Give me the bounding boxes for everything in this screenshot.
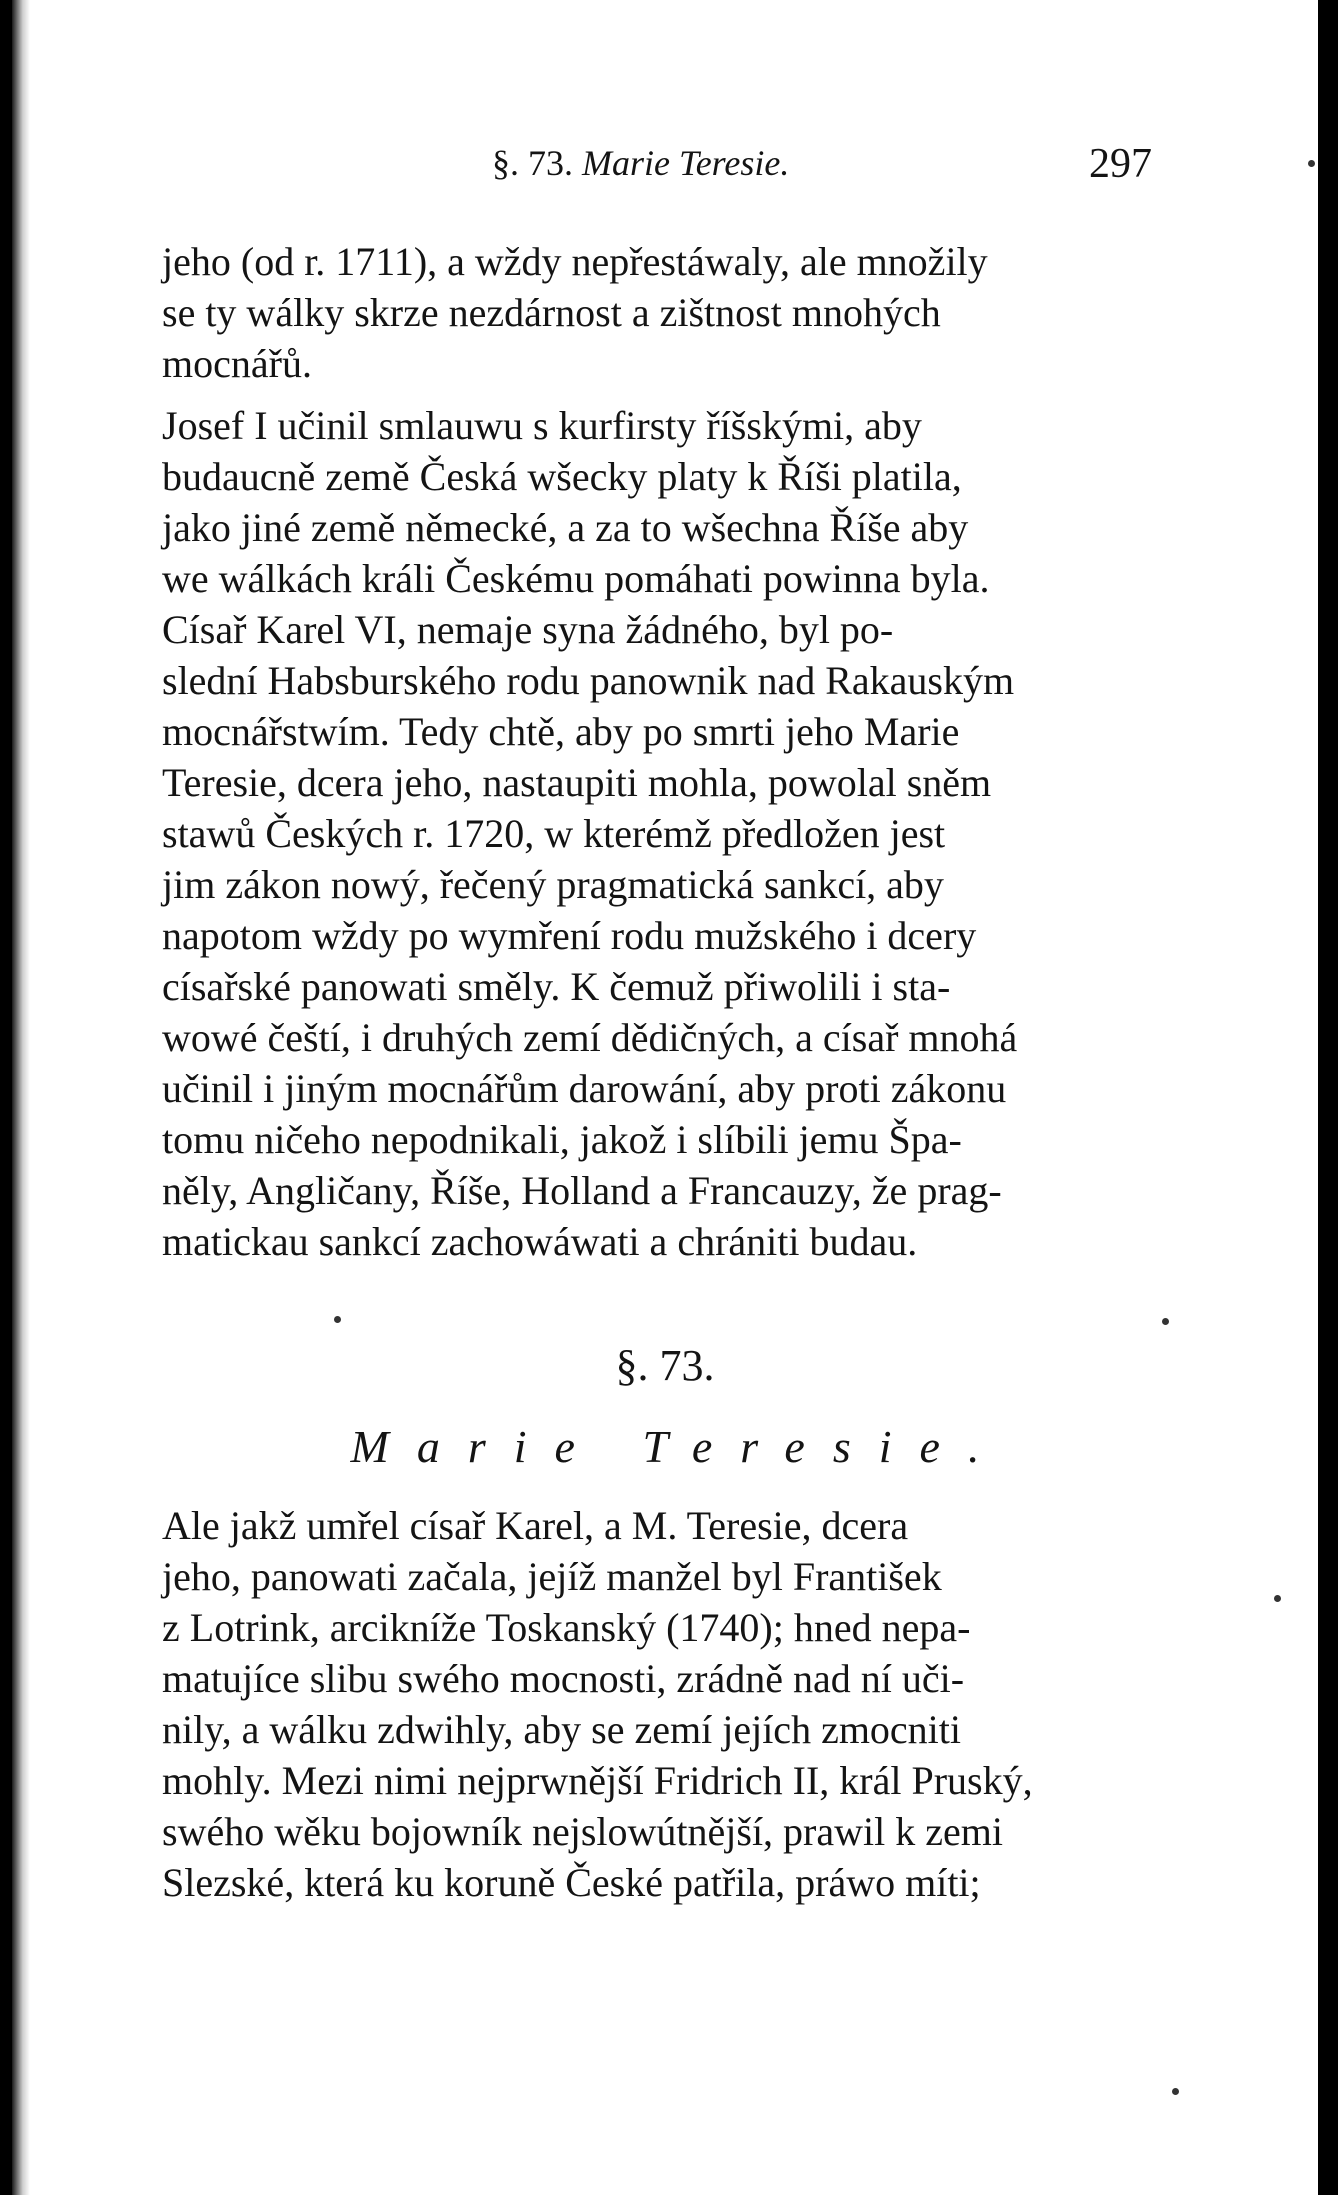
section-number: §. 73.	[615, 1341, 715, 1390]
ink-speck	[1162, 1318, 1169, 1325]
ink-speck	[334, 1316, 341, 1323]
paragraph-2: Josef I učinil smlauwu s kurfirsty říšskými, aby budaucně země Česká wšecky platy k Říši platila, jako jiné země německé, a za to wšechna Říše aby we wálkách králi Českému pomáhati powinna byla. Císař Karel VI, nemaje syna žádného, byl po- slední Habsburského rodu panownik nad Rakauským mocnářstwím. Tedy chtě, aby po smrti jeho Marie Teresie, dcera jeho, nastaupiti mohla, powolal sněm stawů Českých r. 1720, w kterémž předložen jest jim zákon nowý, řečený pragmatická sankcí, aby napotom wždy po wymření rodu mužského i dcery císařské panowati směly. K čemuž přiwolili i sta- wowé čeští, i druhých zemí dědičných, a císař mnohá učinil i jiným mocnářům darowání, aby proti zákonu tomu ničeho nepodnikali, jakož i slíbili jemu Špa- něly, Angličany, Říše, Holland a Francauzy, že prag- matickau sankcí zachowáwati a chrániti budau.	[162, 403, 1018, 1264]
running-title-text: Marie Teresie.	[582, 143, 790, 183]
running-head	[162, 142, 1152, 202]
book-page	[12, 0, 1318, 2195]
page-number: 297	[1089, 141, 1152, 187]
paragraph-3: Ale jakž umřel císař Karel, a M. Teresie, dcera jeho, panowati začala, jejíž manžel byl František z Lotrink, arcikníže Toskanský (1740); hned nepa- matujíce slibu swého mocnosti, zrádně nad ní uči- nily, a wálku zdwihly, aby se zemí jejích zmocniti mohly. Mezi nimi nejprwnější Fridrich II, král Pruský, swého wěku bojowník nejslowútnější, prawil k zemi Slezské, která ku koruně České patřila, práwo míti;	[162, 1503, 1033, 1905]
section-title: Marie Teresie.	[350, 1421, 1008, 1472]
ink-speck	[1274, 1595, 1281, 1602]
running-section-ref: §. 73.	[492, 143, 573, 183]
running-title	[492, 142, 789, 184]
paragraph-1: jeho (od r. 1711), a wždy nepřestáwaly, ale množily se ty wálky skrze nezdárnost a zištnost mnohých mocnářů.	[162, 239, 988, 386]
page-edge-shadow	[12, 0, 30, 2195]
ink-speck	[1172, 2088, 1179, 2095]
ink-speck	[1308, 160, 1315, 167]
